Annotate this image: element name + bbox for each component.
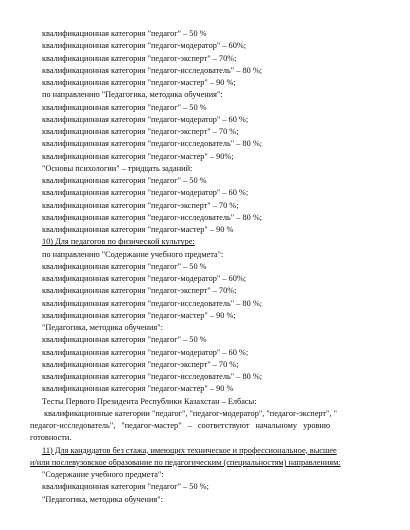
text-line: квалификационная категория "педагог-мастер" – 90 %; (42, 78, 236, 87)
text-line: квалификационная категория "педагог-модератор" – 60 %; (42, 347, 249, 357)
text-line: "Основы психологии" – тридцать заданий: (42, 163, 193, 173)
text-line: квалификационная категория "педагог-модератор" – 60 %; (42, 188, 249, 198)
text-line: по направлению "Педагогика, методика обучения": (42, 90, 223, 100)
text-line: квалификационная категория "педагог" – 50 % (42, 102, 207, 112)
text-line: готовности. (30, 433, 72, 443)
text-line: квалификационная категория "педагог-исследователь" – 80 %; (42, 372, 263, 381)
text-line: квалификационная категория "педагог-мастер" – 90 % (42, 384, 234, 394)
text-line: квалификационная категория "педагог-мастер" – 90 % (42, 225, 234, 234)
section-heading: 11) Для кандидатов без стажа, имеющих техническое и профессиональное, высшее (42, 445, 337, 455)
text-line: квалификационная категория "педагог-эксперт" – 70 %; (42, 200, 239, 210)
text-line: квалификационная категория "педагог-модератор" – 60%; (42, 274, 247, 283)
text-line: квалификационная категория "педагог-эксперт" – 70%; (42, 286, 237, 296)
text-line: педагог-исследователь", "педагог-мастер" – соответствуют начальному уровню (30, 421, 331, 430)
text-line: квалификационная категория "педагог" – 50 %; (42, 482, 209, 492)
text-line: квалификационная категория "педагог-исследователь" – 80 %; (42, 298, 263, 308)
text-line: квалификационная категория "педагог-исследователь" – 80 %; (42, 65, 263, 75)
text-line: "Педагогика, методика обучения": (42, 494, 163, 504)
text-line: квалификационная категория "педагог" – 50 % (42, 176, 207, 185)
text-line: по направлению "Содержание учебного предмета": (42, 249, 224, 259)
text-line: квалификационная категория "педагог-модератор" – 60 %; (42, 114, 249, 124)
text-line: квалификационная категория "педагог" – 50 % (42, 29, 207, 38)
section-heading: 10) Для педагогов по физической культуре: (42, 237, 195, 247)
text-line: квалификационная категория "педагог-исследователь" – 80 %; (42, 212, 263, 222)
text-line: квалификационная категория "педагог-исследователь" – 80 %; (42, 139, 263, 149)
text-line: квалификационная категория "педагог" – 50 % (42, 335, 207, 345)
text-line: "Содержание учебного предмета": (42, 470, 164, 479)
text-line: квалификационная категория "педагог-эксперт" – 70 %; (42, 359, 239, 369)
text-line: квалификационная категория "педагог" – 50 % (42, 261, 207, 271)
text-line: "Педагогика, методика обучения": (42, 323, 163, 332)
text-line: Тесты Первого Президента Республики Казахстан – Елбасы: (42, 396, 257, 406)
text-line: квалификационные категории "педагог", "педагог-модератор", "педагог-эксперт", " (44, 408, 337, 418)
text-line: квалификационная категория "педагог-модератор" – 60%; (42, 41, 247, 51)
text-line: квалификационная категория "педагог-эксперт" – 70 %; (42, 127, 239, 136)
text-line: квалификационная категория "педагог-мастер" – 90%; (42, 151, 234, 161)
text-line: квалификационная категория "педагог-эксперт" – 70%; (42, 53, 237, 63)
section-heading: и/или послевузовское образование по педагогическим (специальностям) направлениям: (30, 457, 341, 467)
text-line: квалификационная категория "педагог-мастер" – 90 %; (42, 310, 236, 320)
